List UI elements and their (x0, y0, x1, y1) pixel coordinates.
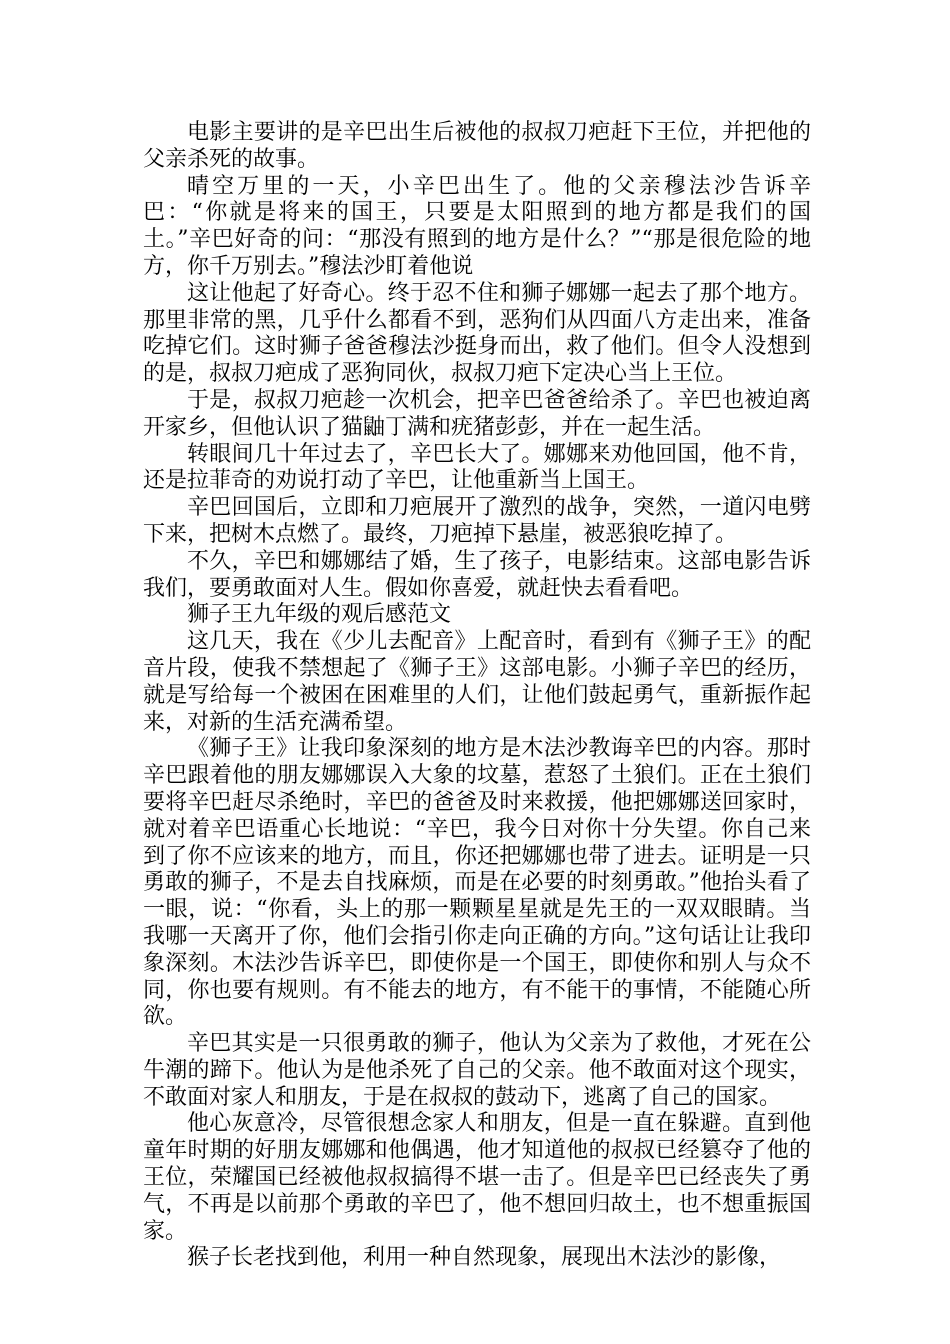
paragraph: 辛巴回国后，立即和刀疤展开了激烈的战争，突然，一道闪电劈下来，把树木点燃了。最终，刀疤掉下悬崖，被恶狼吃掉了。 (143, 495, 811, 547)
paragraph: 这几天，我在《少儿去配音》上配音时，看到有《狮子王》的配音片段，使我不禁想起了《狮子王》这部电影。小狮子辛巴的经历，就是写给每一个被困在困难里的人们，让他们鼓起勇气，重新振作起来，对新的生活充满希望。 (143, 629, 811, 735)
paragraph: 电影主要讲的是辛巴出生后被他的叔叔刀疤赶下王位，并把他的父亲杀死的故事。 (143, 120, 811, 172)
paragraph: 他心灰意冷，尽管很想念家人和朋友，但是一直在躲避。直到他童年时期的好朋友娜娜和他偶遇，他才知道他的叔叔已经篡夺了他的王位，荣耀国已经被他叔叔搞得不堪一击了。但是辛巴已经丧失了勇气，不再是以前那个勇敢的辛巴了，他不想回归故土，也不想重振国家。 (143, 1111, 811, 1244)
paragraph: 于是，叔叔刀疤趁一次机会，把辛巴爸爸给杀了。辛巴也被迫离开家乡，但他认识了猫鼬丁满和疣猪彭彭，并在一起生活。 (143, 387, 811, 440)
document-body (143, 120, 811, 1272)
paragraph: 《狮子王》让我印象深刻的地方是木法沙教诲辛巴的内容。那时辛巴跟着他的朋友娜娜误入大象的坟墓，惹怒了土狼们。正在土狼们要将辛巴赶尽杀绝时，辛巴的爸爸及时来救援，他把娜娜送回家时，就对着辛巴语重心长地说：“辛巴，我今日对你十分失望。你自己来到了你不应该来的地方，而且，你还把娜娜也带了进去。证明是一只勇敢的狮子，不是去自找麻烦，而是在必要的时刻勇敢。”他抬头看了一眼，说：“你看，头上的那一颗颗星星就是先王的一双双眼睛。当我哪一天离开了你，他们会指引你走向正确的方向。”这句话让让我印象深刻。木法沙告诉辛巴，即使你是一个国王，即使你和别人与众不同，你也要有规则。有不能去的地方，有不能干的事情，不能随心所欲。 (143, 736, 811, 1030)
paragraph: 晴空万里的一天，小辛巴出生了。他的父亲穆法沙告诉辛巴：“你就是将来的国王，只要是太阳照到的地方都是我们的国土。”辛巴好奇的问：“那没有照到的地方是什么？”“那是很危险的地方，你千万别去。”穆法沙盯着他说 (143, 173, 811, 279)
paragraph: 辛巴其实是一只很勇敢的狮子，他认为父亲为了救他，才死在公牛潮的蹄下。他认为是他杀死了自己的父亲。他不敢面对这个现实，不敢面对家人和朋友，于是在叔叔的鼓动下，逃离了自己的国家。 (143, 1031, 811, 1110)
paragraph: 这让他起了好奇心。终于忍不住和狮子娜娜一起去了那个地方。那里非常的黑，几乎什么都看不到，恶狗们从四面八方走出来，准备吃掉它们。这时狮子爸爸穆法沙挺身而出，救了他们。但令人没想到的是，叔叔刀疤成了恶狗同伙，叔叔刀疤下定决心当上王位。 (143, 280, 811, 387)
paragraph: 不久，辛巴和娜娜结了婚，生了孩子，电影结束。这部电影告诉我们，要勇敢面对人生。假如你喜爱，就赶快去看看吧。 (143, 548, 811, 601)
paragraph: 猴子长老找到他，利用一种自然现象，展现出木法沙的影像， (187, 1245, 782, 1271)
paragraph: 转眼间几十年过去了，辛巴长大了。娜娜来劝他回国，他不肯，还是拉菲奇的劝说打动了辛巴，让他重新当上国王。 (143, 441, 811, 494)
section-heading: 狮子王九年级的观后感范文 (187, 602, 452, 628)
